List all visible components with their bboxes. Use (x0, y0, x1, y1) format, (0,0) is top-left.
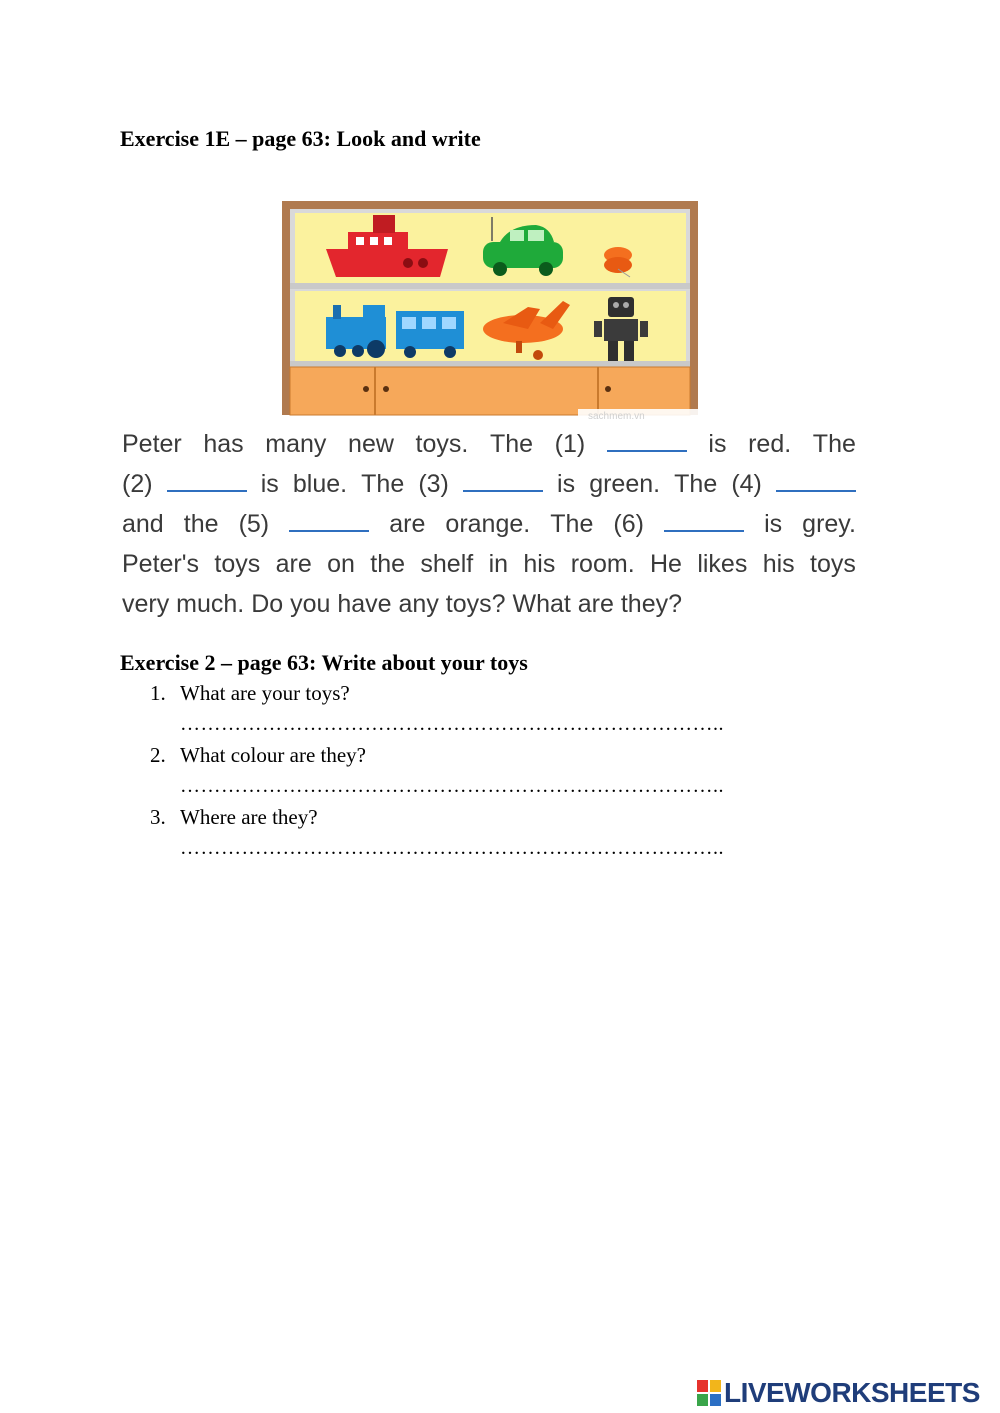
question-1: 1. What are your toys? (150, 681, 350, 705)
liveworksheets-brand (697, 1376, 980, 1410)
question-2: 2. What colour are they? (150, 743, 366, 767)
exercise-2-title: Exercise 2 – page 63: Write about your toys (120, 650, 528, 675)
blank-5-input[interactable] (289, 504, 369, 532)
blank-1-input[interactable] (607, 424, 687, 452)
liveworksheets-logo-icon (697, 1380, 721, 1406)
answer-line-3[interactable]: …………………………………………………………………….. (180, 837, 724, 859)
question-3: 3. Where are they? (150, 805, 318, 829)
blank-6-input[interactable] (664, 504, 744, 532)
blank-4-input[interactable] (776, 464, 856, 492)
exercise-1-title: Exercise 1E – page 63: Look and write (120, 126, 481, 151)
answer-line-1[interactable]: …………………………………………………………………….. (180, 713, 724, 735)
toy-shelf-illustration (278, 197, 718, 425)
passage-line-1: Peter has many new toys. The (1) is red. The (122, 424, 856, 464)
passage-line-5: very much. Do you have any toys? What are they? (122, 590, 682, 618)
cupboard (290, 367, 690, 415)
blank-3-input[interactable] (463, 464, 543, 492)
brand-name: LIVEWORKSHEETS (724, 1377, 980, 1408)
passage-line-2: (2) is blue. The (3) is green. The (4) (122, 464, 856, 504)
answer-line-2[interactable]: …………………………………………………………………….. (180, 775, 724, 797)
watermark: sachmem.vn (588, 411, 645, 422)
passage-line-3: and the (5) are orange. The (6) is grey. (122, 504, 856, 544)
blank-2-input[interactable] (167, 464, 247, 492)
passage-line-4: Peter's toys are on the shelf in his room. He likes his toys (122, 550, 856, 578)
passage (122, 424, 856, 624)
